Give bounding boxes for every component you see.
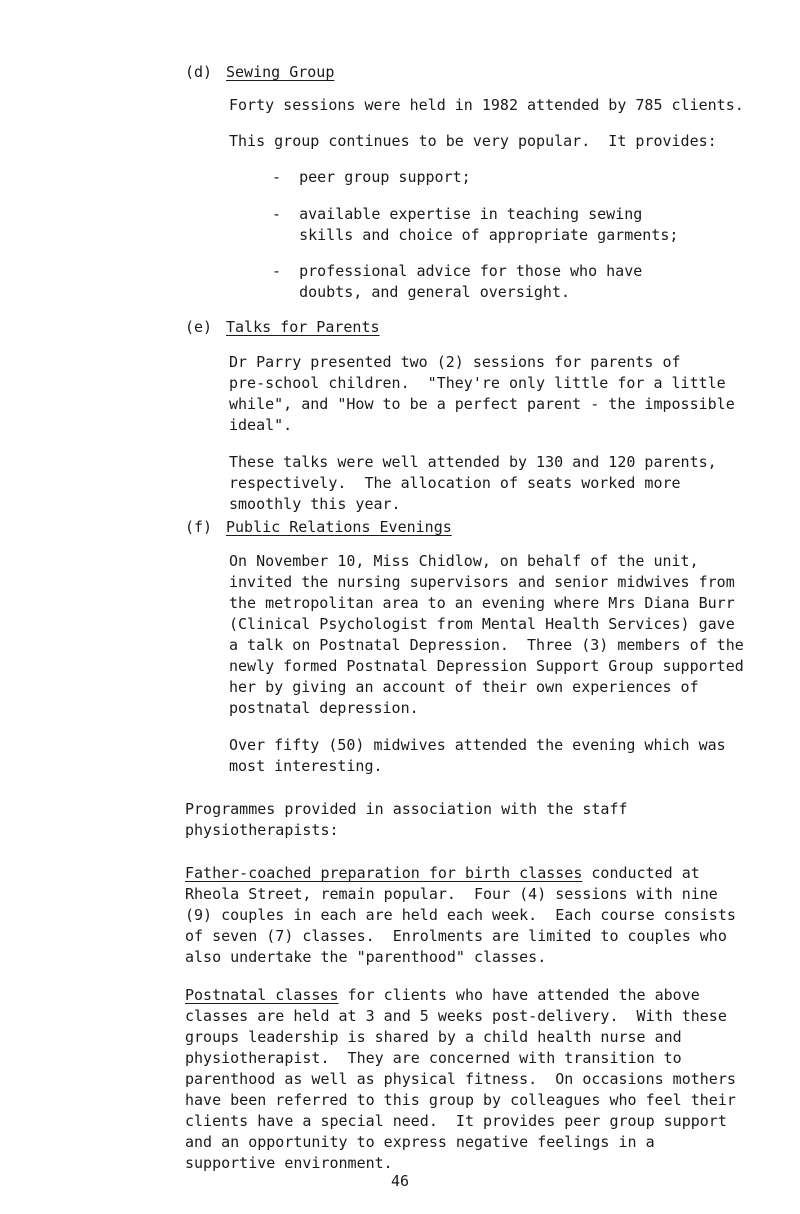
father-coached-heading-tail: conducted at <box>582 864 700 882</box>
sewing-bullet-2: - available expertise in teaching sewing skills and choice of appropriate garments; <box>272 205 679 244</box>
section-heading-talks-for-parents: Talks for Parents <box>226 318 380 336</box>
page-number: 46 <box>390 1172 410 1190</box>
sewing-intro: Forty sessions were held in 1982 attended by 785 clients. <box>229 96 744 114</box>
section-heading-public-relations-evenings: Public Relations Evenings <box>226 518 452 536</box>
sewing-bullet-3: - professional advice for those who have doubts, and general oversight. <box>272 262 643 301</box>
postnatal-classes-heading: Postnatal classes <box>185 986 339 1004</box>
father-coached-body: Rheola Street, remain popular. Four (4) sessions with nine (9) couples in each are held each week. Each course consists of seven (7) classes. Enrolments are limited to couples who also undertake the "parenthood" classes. <box>185 885 736 966</box>
sewing-bullet-1: - peer group support; <box>272 168 471 186</box>
talks-paragraph-2: These talks were well attended by 130 and 120 parents, respectively. The allocation of seats worked more smoothly this year. <box>229 453 717 513</box>
father-coached-heading: Father-coached preparation for birth classes <box>185 864 583 882</box>
postnatal-heading-line <box>185 985 700 1006</box>
postnatal-body: classes are held at 3 and 5 weeks post-delivery. With these groups leadership is shared by a child health nurse and physiotherapist. They are concerned with transition to parenthood as well as physical fitness. On occasions mothers have been referred to this group by colleagues who feel their clients have a special need. It provides peer group support and an opportunity to express negative feelings in a supportive environment. <box>185 1007 736 1172</box>
father-coached-heading-line <box>185 863 700 884</box>
postnatal-heading-tail: for clients who have attended the above <box>338 986 700 1004</box>
section-label-e: (e) <box>185 318 213 336</box>
section-label-f: (f) <box>185 518 213 536</box>
pr-paragraph-2: Over fifty (50) midwives attended the evening which was most interesting. <box>229 736 726 775</box>
talks-paragraph-1: Dr Parry presented two (2) sessions for parents of pre-school children. "They're only little for a little while", and "How to be a perfect parent - the impossible ideal". <box>229 353 735 434</box>
section-heading-sewing-group: Sewing Group <box>226 63 335 81</box>
pr-paragraph-1: On November 10, Miss Chidlow, on behalf of the unit, invited the nursing supervisors and senior midwives from the metropolitan area to an evening where Mrs Diana Burr (Clinical Psychologist from Mental Health Services) gave a talk on Postnatal Depression. Three (3) members of the newly formed Postnatal Depression Support Group supported her by giving an account of their own experiences of postnatal depression. <box>229 552 744 717</box>
sewing-lead: This group continues to be very popular. It provides: <box>229 132 717 150</box>
section-label-d: (d) <box>185 63 213 81</box>
programmes-intro: Programmes provided in association with the staff physiotherapists: <box>185 800 628 839</box>
